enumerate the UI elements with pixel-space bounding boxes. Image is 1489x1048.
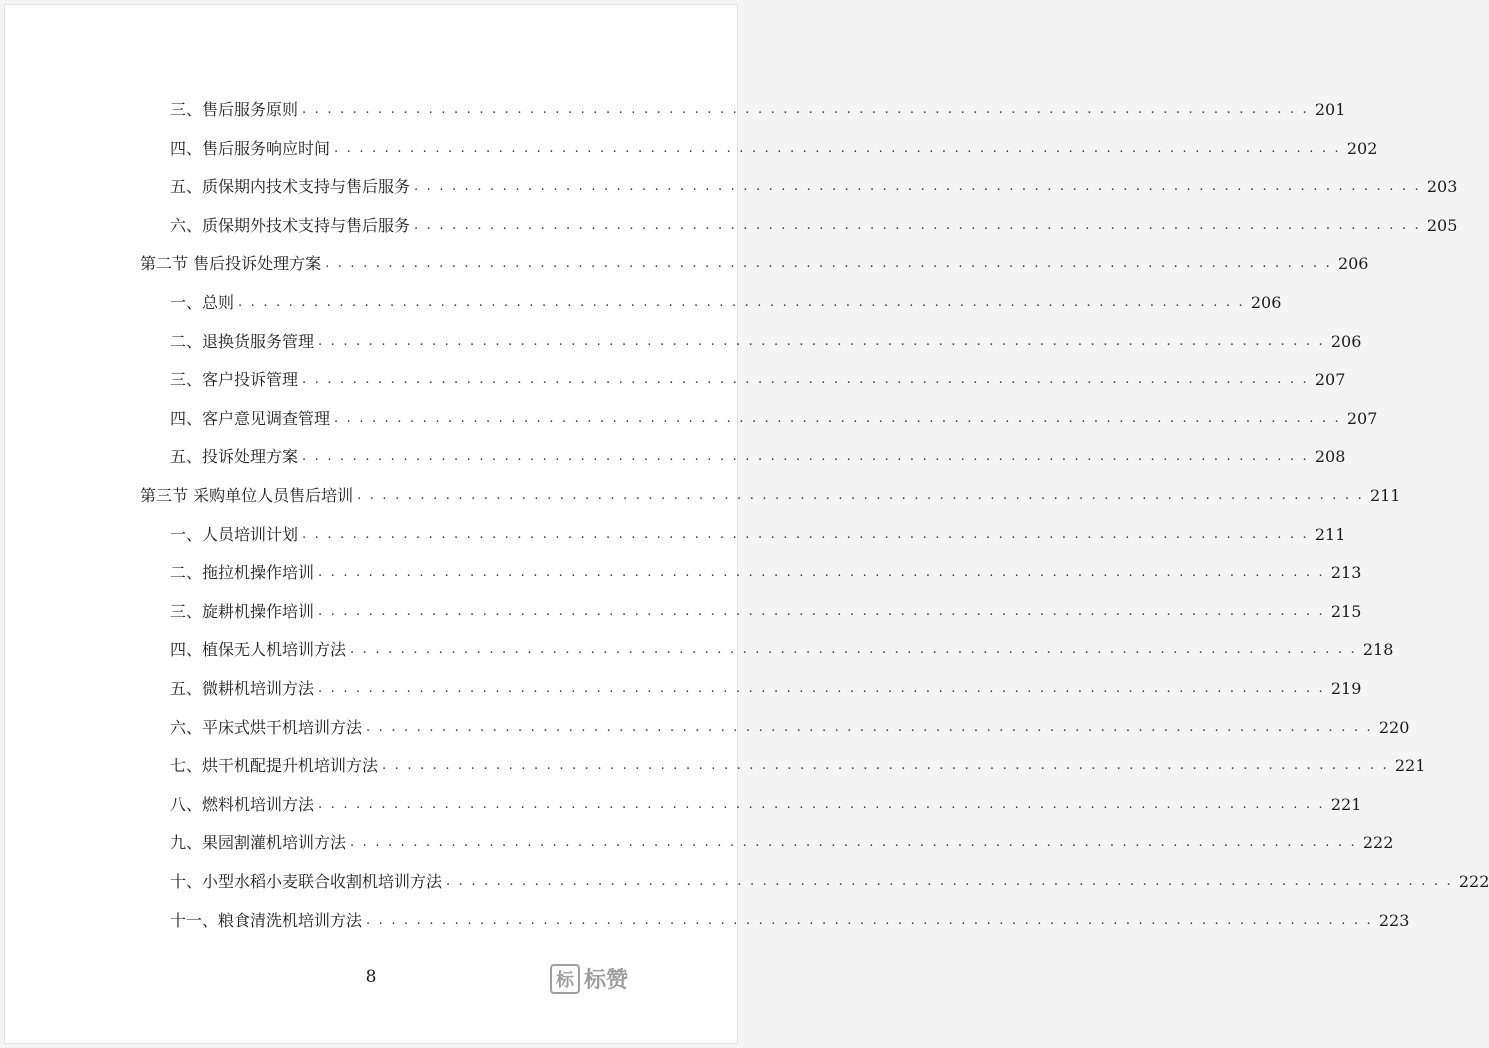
toc-entry-title: 一、总则 xyxy=(170,293,235,312)
toc-entry-page: 215 xyxy=(1330,601,1362,621)
toc-entry-title: 第三节 采购单位人员售后培训 xyxy=(140,486,354,505)
toc-dot-leader: . . . . . . . . . . . . . . . . . . . . . . . . . . . . . . . . . . . . . . . . . . . . . . . . . . . . . . . . . . . . . . . . . . . . . . . . . . . . . . . . xyxy=(318,796,1325,812)
toc-entry-page: 208 xyxy=(1314,447,1346,467)
toc-entry[interactable] xyxy=(140,483,1401,509)
toc-entry[interactable] xyxy=(170,599,1362,625)
toc-dot-leader: . . . . . . . . . . . . . . . . . . . . . . . . . . . . . . . . . . . . . . . . . . . . . . . . . . . . . . . . . . . . . . . . . . . . . . . . . . . . . . . . xyxy=(238,295,1245,310)
toc-entry-page: 218 xyxy=(1362,640,1394,660)
toc-entry-title: 四、植保无人机培训方法 xyxy=(170,640,347,660)
toc-entry-title: 第二节 售后投诉处理方案 xyxy=(140,254,322,274)
toc-dot-leader: . . . . . . . . . . . . . . . . . . . . . . . . . . . . . . . . . . . . . . . . . . . . . . . . . . . . . . . . . . . . . . . . . . . . . . . . . . . . . . . . xyxy=(302,449,1309,465)
toc-dot-leader: . . . . . . . . . . . . . . . . . . . . . . . . . . . . . . . . . . . . . . . . . . . . . . . . . . . . . . . . . . . . . . . . . . . . . . . . . . . . . . . . xyxy=(334,410,1341,426)
toc-entry[interactable] xyxy=(170,97,1346,123)
toc-entry-page: 206 xyxy=(1337,254,1369,274)
toc-dot-leader: . . . . . . . . . . . . . . . . . . . . . . . . . . . . . . . . . . . . . . . . . . . . . . . . . . . . . . . . . . . . . . . . . . . . . . . . . . . . . . . . xyxy=(318,333,1325,349)
toc-entry-page: 207 xyxy=(1346,408,1378,428)
toc-dot-leader: . . . . . . . . . . . . . . . . . . . . . . . . . . . . . . . . . . . . . . . . . . . . . . . . . . . . . . . . . . . . . . . . . . . . . . . . . . . . . . . . xyxy=(414,217,1421,233)
toc-entry-title: 七、烘干机配提升机培训方法 xyxy=(170,756,379,776)
toc-dot-leader: . . . . . . . . . . . . . . . . . . . . . . . . . . . . . . . . . . . . . . . . . . . . . . . . . . . . . . . . . . . . . . . . . . . . . . . . . . . . . . . . xyxy=(366,719,1373,735)
toc-dot-leader: . . . . . . . . . . . . . . . . . . . . . . . . . . . . . . . . . . . . . . . . . . . . . . . . . . . . . . . . . . . . . . . . . . . . . . . . . . . . . . . . xyxy=(318,565,1325,581)
toc-dot-leader: . . . . . . . . . . . . . . . . . . . . . . . . . . . . . . . . . . . . . . . . . . . . . . . . . . . . . . . . . . . . . . . . . . . . . . . . . . . . . . . . xyxy=(325,256,1332,272)
toc-entry-title: 六、质保期外技术支持与售后服务 xyxy=(170,215,411,235)
toc-entry-title: 五、微耕机培训方法 xyxy=(170,679,315,698)
toc-entry-title: 一、人员培训计划 xyxy=(170,524,299,544)
toc-entry[interactable] xyxy=(170,560,1362,586)
toc-entry-page: 221 xyxy=(1330,794,1362,814)
toc-dot-leader: . . . . . . . . . . . . . . . . . . . . . . . . . . . . . . . . . . . . . . . . . . . . . . . . . . . . . . . . . . . . . . . . . . . . . . . . . . . . . . . . xyxy=(382,758,1389,774)
toc-entry-page: 206 xyxy=(1250,293,1282,312)
toc-entry[interactable] xyxy=(170,676,1362,702)
toc-entry-title: 九、果园割灌机培训方法 xyxy=(170,833,347,853)
toc-entry[interactable] xyxy=(170,753,1426,779)
toc-entry-title: 四、客户意见调查管理 xyxy=(170,408,331,428)
document-page xyxy=(4,4,1489,1044)
toc-entry-title: 八、燃料机培训方法 xyxy=(170,794,315,814)
toc-entry-page: 201 xyxy=(1314,100,1346,119)
toc-entry-page: 222 xyxy=(1362,833,1394,853)
toc-dot-leader: . . . . . . . . . . . . . . . . . . . . . . . . . . . . . . . . . . . . . . . . . . . . . . . . . . . . . . . . . . . . . . . . . . . . . . . . . . . . . . . . xyxy=(414,179,1421,195)
toc-entry-page: 219 xyxy=(1330,679,1362,698)
toc-dot-leader: . . . . . . . . . . . . . . . . . . . . . . . . . . . . . . . . . . . . . . . . . . . . . . . . . . . . . . . . . . . . . . . . . . . . . . . . . . . . . . . . xyxy=(357,488,1364,503)
toc-entry[interactable] xyxy=(170,715,1410,741)
toc-entry[interactable] xyxy=(140,251,1369,277)
toc-entry-page: 206 xyxy=(1330,331,1362,351)
toc-entry[interactable] xyxy=(170,908,1410,934)
toc-entry-page: 205 xyxy=(1426,215,1458,235)
toc-entry[interactable] xyxy=(170,637,1394,663)
watermark xyxy=(550,963,628,994)
toc-dot-leader: . . . . . . . . . . . . . . . . . . . . . . . . . . . . . . . . . . . . . . . . . . . . . . . . . . . . . . . . . . . . . . . . . . . . . . . . . . . . . . . . xyxy=(350,642,1357,658)
toc-entry-title: 三、售后服务原则 xyxy=(170,100,299,119)
toc-entry-title: 十、小型水稻小麦联合收割机培训方法 xyxy=(170,872,443,891)
toc-entry-title: 四、售后服务响应时间 xyxy=(170,138,331,158)
toc-dot-leader: . . . . . . . . . . . . . . . . . . . . . . . . . . . . . . . . . . . . . . . . . . . . . . . . . . . . . . . . . . . . . . . . . . . . . . . . . . . . . . . . xyxy=(446,874,1453,889)
toc-dot-leader: . . . . . . . . . . . . . . . . . . . . . . . . . . . . . . . . . . . . . . . . . . . . . . . . . . . . . . . . . . . . . . . . . . . . . . . . . . . . . . . . xyxy=(366,912,1373,928)
toc-entry-page: 222 xyxy=(1458,872,1489,891)
toc-entry-title: 二、退换货服务管理 xyxy=(170,331,315,351)
watermark-logo-icon: 标 xyxy=(550,964,580,994)
toc-entry[interactable] xyxy=(170,213,1458,239)
toc-entry[interactable] xyxy=(170,406,1378,432)
watermark-text: 标赞 xyxy=(584,968,629,993)
toc-entry[interactable] xyxy=(170,174,1458,200)
toc-entry-page: 221 xyxy=(1394,756,1426,776)
toc-dot-leader: . . . . . . . . . . . . . . . . . . . . . . . . . . . . . . . . . . . . . . . . . . . . . . . . . . . . . . . . . . . . . . . . . . . . . . . . . . . . . . . . xyxy=(318,681,1325,696)
toc-dot-leader: . . . . . . . . . . . . . . . . . . . . . . . . . . . . . . . . . . . . . . . . . . . . . . . . . . . . . . . . . . . . . . . . . . . . . . . . . . . . . . . . xyxy=(302,372,1309,388)
toc-entry-title: 三、客户投诉管理 xyxy=(170,370,299,390)
toc-dot-leader: . . . . . . . . . . . . . . . . . . . . . . . . . . . . . . . . . . . . . . . . . . . . . . . . . . . . . . . . . . . . . . . . . . . . . . . . . . . . . . . . xyxy=(334,140,1341,156)
toc-entry-title: 三、旋耕机操作培训 xyxy=(170,601,315,621)
toc-entry-title: 五、质保期内技术支持与售后服务 xyxy=(170,177,411,197)
toc-entry-page: 211 xyxy=(1369,486,1401,505)
toc-entry[interactable] xyxy=(170,136,1378,162)
toc-entry[interactable] xyxy=(170,522,1346,548)
toc-dot-leader: . . . . . . . . . . . . . . . . . . . . . . . . . . . . . . . . . . . . . . . . . . . . . . . . . . . . . . . . . . . . . . . . . . . . . . . . . . . . . . . . xyxy=(302,102,1309,117)
toc-entry-page: 202 xyxy=(1346,138,1378,158)
toc-entry-page: 213 xyxy=(1330,563,1362,583)
toc-dot-leader: . . . . . . . . . . . . . . . . . . . . . . . . . . . . . . . . . . . . . . . . . . . . . . . . . . . . . . . . . . . . . . . . . . . . . . . . . . . . . . . . xyxy=(318,603,1325,619)
toc-entry-page: 207 xyxy=(1314,370,1346,390)
toc-entry[interactable] xyxy=(170,869,1489,895)
toc-entry[interactable] xyxy=(170,792,1362,818)
toc-entry-title: 六、平床式烘干机培训方法 xyxy=(170,717,363,737)
toc-dot-leader: . . . . . . . . . . . . . . . . . . . . . . . . . . . . . . . . . . . . . . . . . . . . . . . . . . . . . . . . . . . . . . . . . . . . . . . . . . . . . . . . xyxy=(302,526,1309,542)
toc-entry-page: 220 xyxy=(1378,717,1410,737)
toc-entry-page: 223 xyxy=(1378,910,1410,930)
toc-entry-page: 203 xyxy=(1426,177,1458,197)
toc-entry[interactable] xyxy=(170,830,1394,856)
toc-entry[interactable] xyxy=(170,290,1282,316)
toc-dot-leader: . . . . . . . . . . . . . . . . . . . . . . . . . . . . . . . . . . . . . . . . . . . . . . . . . . . . . . . . . . . . . . . . . . . . . . . . . . . . . . . . xyxy=(350,835,1357,851)
toc-entry[interactable] xyxy=(170,367,1346,393)
toc-entry[interactable] xyxy=(170,329,1362,355)
toc-entry-title: 二、拖拉机操作培训 xyxy=(170,563,315,583)
toc-entry-title: 五、投诉处理方案 xyxy=(170,447,299,467)
toc-entry-title: 十一、粮食清洗机培训方法 xyxy=(170,910,363,930)
toc-entry[interactable] xyxy=(170,444,1346,470)
toc-entry-page: 211 xyxy=(1314,524,1346,544)
page-number: 8 xyxy=(365,967,377,987)
